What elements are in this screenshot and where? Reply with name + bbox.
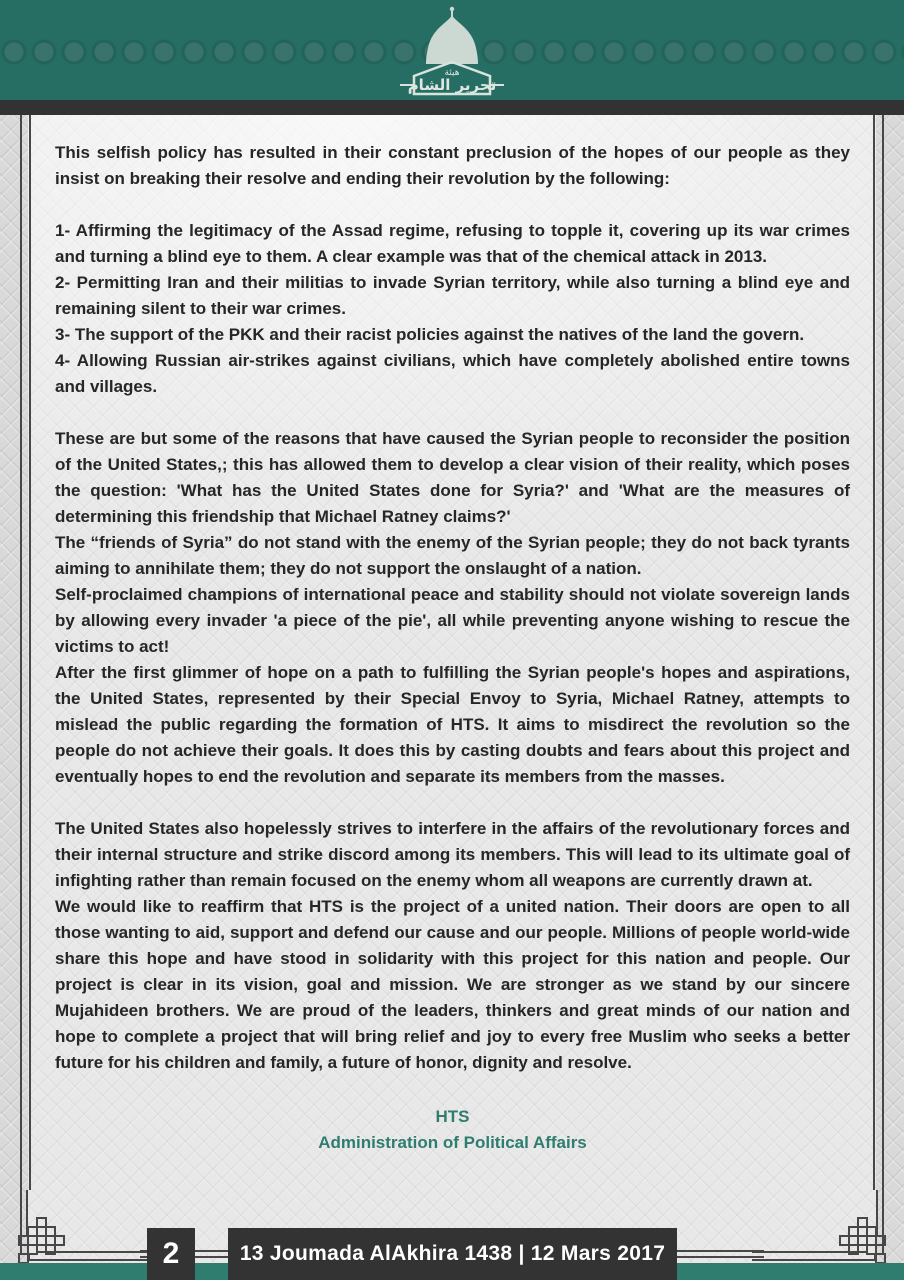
document-body <box>55 140 850 1156</box>
list-item-1: 1- Affirming the legitimacy of the Assad regime, refusing to topple it, covering up its war crimes and turning a blind eye to them. A clear example was that of the chemical attack in 2013. <box>55 221 850 266</box>
date-bar: 13 Joumada AlAkhira 1438 | 12 Mars 2017 <box>228 1228 677 1280</box>
signature-block <box>55 1104 850 1156</box>
paragraph-intro: This selfish policy has resulted in their constant preclusion of the hopes of our people as they insist on breaking their resolve and ending their revolution by the following: <box>55 143 850 188</box>
spacer <box>55 790 850 816</box>
page-number-badge: 2 <box>147 1228 195 1280</box>
paragraph-reasons: These are but some of the reasons that have caused the Syrian people to reconsider the position of the United States,; this has allowed them to develop a clear vision of their reality, which poses the question: 'What has the United States done for Syria?' and 'What are the measures of determining this friendship that Michael Ratney claims?' <box>55 429 850 526</box>
mosque-dome-icon <box>392 6 512 98</box>
paragraph-champions: Self-proclaimed champions of international peace and stability should not violate sovereign lands by allowing every invader 'a piece of the pie', all while preventing anyone wishing to rescue the victims to act! <box>55 585 850 656</box>
paragraph-friends: The “friends of Syria” do not stand with the enemy of the Syrian people; they do not back tyrants aiming to annihilate them; they do not support the onslaught of a nation. <box>55 533 850 578</box>
frame-line-right <box>873 115 884 1190</box>
list-item-2: 2- Permitting Iran and their militias to invade Syrian territory, while also turning a blind eye and remaining silent to their war crimes. <box>55 273 850 318</box>
header-dark-strip <box>0 100 904 115</box>
spacer <box>55 400 850 426</box>
signature-org: HTS <box>435 1107 470 1126</box>
signature-dept: Administration of Political Affairs <box>318 1133 587 1152</box>
logo-title-main: تحرير الشام <box>407 76 497 94</box>
spacer <box>55 192 850 218</box>
logo-title-small: هيئة <box>444 68 460 78</box>
hts-logo <box>392 6 512 98</box>
paragraph-glimmer: After the first glimmer of hope on a path to fulfilling the Syrian people's hopes and aspirations, the United States, represented by their Special Envoy to Syria, Michael Ratney, attempts to mislead the public regarding the formation of HTS. It aims to misdirect the revolution so the people do not achieve their goals. It does this by casting doubts and fears about this project and eventually hopes to end the revolution and separate its members from the masses. <box>55 663 850 786</box>
list-item-3: 3- The support of the PKK and their racist policies against the natives of the land the govern. <box>55 325 805 344</box>
frame-line-left <box>20 115 31 1190</box>
paragraph-reaffirm: We would like to reaffirm that HTS is the project of a united nation. Their doors are open to all those wanting to aid, support and defend our cause and our people. Millions of people world-wide share this hope and have stood in solidarity with this project for this nation and people. Our project is clear in its vision, goal and mission. We are stronger as we stand by our sincere Mujahideen brothers. We are proud of the leaders, thinkers and great minds of our nation and hope to complete a project that will bring relief and joy to every free Muslim who seeks a better future for his children and family, a future of honor, dignity and resolve. <box>55 897 850 1072</box>
list-item-4: 4- Allowing Russian air-strikes against civilians, which have completely abolished entire towns and villages. <box>55 351 850 396</box>
paragraph-interference: The United States also hopelessly strives to interfere in the affairs of the revolutionary forces and their internal structure and strike discord among its members. This will lead to its ultimate goal of infighting rather than remain focused on the enemy whom all weapons are currently drawn at. <box>55 819 850 890</box>
